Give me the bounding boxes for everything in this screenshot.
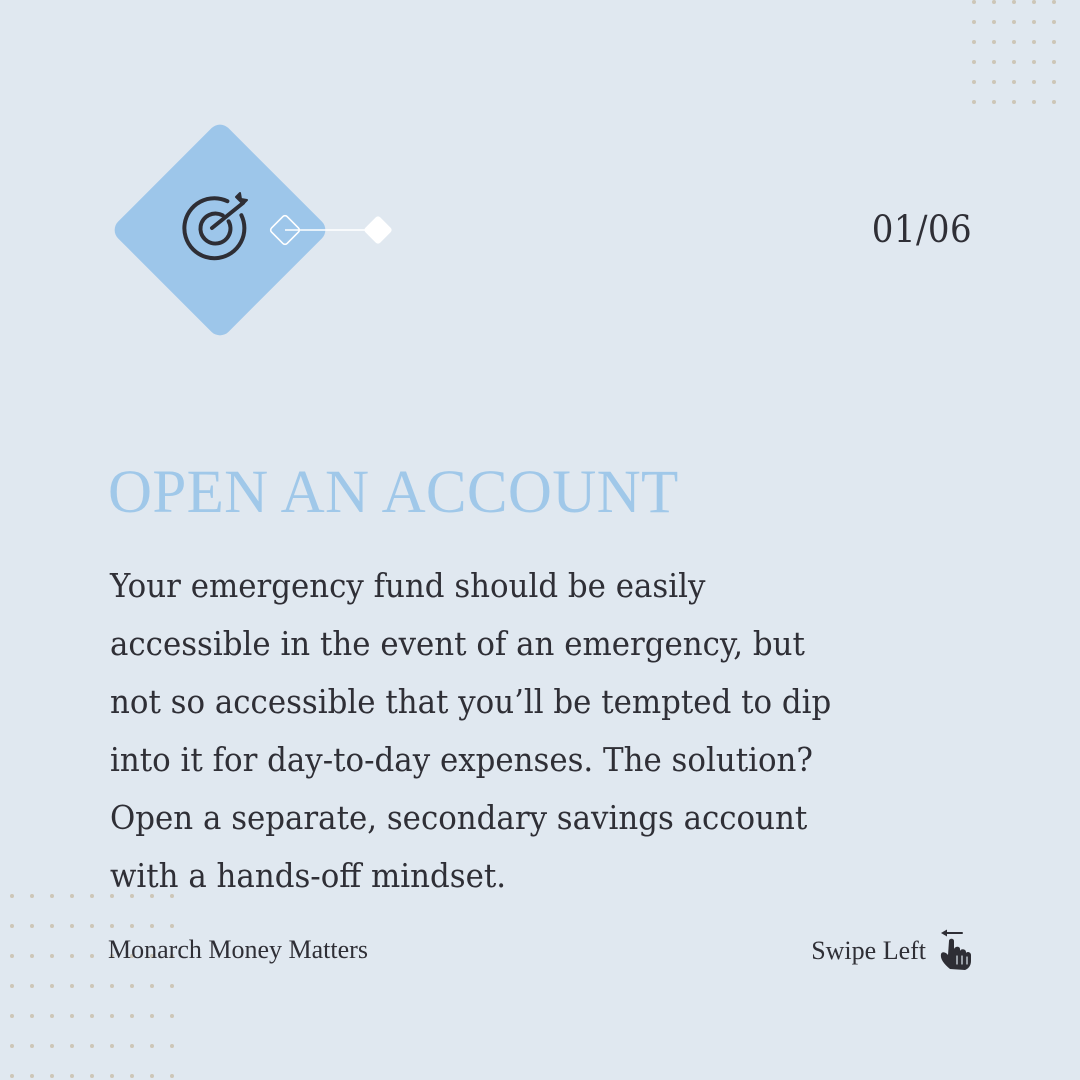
header-graphic — [100, 112, 410, 352]
white-diamond-shape — [363, 215, 393, 245]
dot — [1012, 0, 1016, 4]
slide-title: OPEN AN ACCOUNT — [108, 459, 679, 526]
dot — [992, 60, 996, 64]
dot — [10, 894, 14, 898]
dot — [150, 1044, 154, 1048]
dot — [972, 80, 976, 84]
dot — [130, 1074, 134, 1078]
dot — [90, 954, 94, 958]
dot — [10, 1044, 14, 1048]
dot — [972, 100, 976, 104]
dot — [30, 954, 34, 958]
dot — [1052, 20, 1056, 24]
dot — [70, 1014, 74, 1018]
dot — [170, 1044, 174, 1048]
dot — [1012, 60, 1016, 64]
dot — [110, 984, 114, 988]
dot — [1052, 60, 1056, 64]
dot — [992, 20, 996, 24]
dot — [1012, 40, 1016, 44]
dot — [50, 1044, 54, 1048]
dot — [90, 1074, 94, 1078]
dot — [1052, 0, 1056, 4]
dot — [50, 1074, 54, 1078]
dot — [992, 100, 996, 104]
dot — [110, 1044, 114, 1048]
dot — [130, 924, 134, 928]
dot — [972, 20, 976, 24]
dot — [1032, 80, 1036, 84]
dot — [50, 984, 54, 988]
decorative-dots-top-right — [972, 0, 1056, 104]
swipe-left-hand-icon — [938, 929, 974, 973]
dot — [70, 1074, 74, 1078]
dot — [90, 1014, 94, 1018]
dot — [1012, 80, 1016, 84]
dot — [10, 954, 14, 958]
dot — [170, 1074, 174, 1078]
dot — [110, 1074, 114, 1078]
dot — [110, 924, 114, 928]
dot — [50, 894, 54, 898]
slide-body-text: Your emergency fund should be easily accessible in the event of an emergency, but not so accessible that you’ll be tempted to dip into it for day-to-day expenses. The solution? Open a separate, secondary savings account with a hands-off mindset. — [110, 566, 832, 895]
dot — [1052, 100, 1056, 104]
dot — [170, 1014, 174, 1018]
dot — [130, 1044, 134, 1048]
dot — [70, 894, 74, 898]
dot — [30, 894, 34, 898]
dot — [1032, 60, 1036, 64]
dot — [972, 0, 976, 4]
dot — [150, 1074, 154, 1078]
swipe-left-button[interactable] — [811, 929, 974, 973]
dot — [30, 1074, 34, 1078]
dot — [70, 1044, 74, 1048]
dot — [130, 984, 134, 988]
dot — [90, 894, 94, 898]
dot — [972, 60, 976, 64]
dot — [110, 1014, 114, 1018]
dot — [150, 1014, 154, 1018]
dot — [50, 924, 54, 928]
dot — [10, 1014, 14, 1018]
dot — [170, 984, 174, 988]
dot — [90, 984, 94, 988]
dot — [1032, 100, 1036, 104]
brand-name: Monarch Money Matters — [108, 935, 368, 964]
dot — [90, 1044, 94, 1048]
dot — [1012, 20, 1016, 24]
dot — [10, 1074, 14, 1078]
swipe-left-label: Swipe Left — [811, 936, 926, 965]
dot — [150, 984, 154, 988]
dot — [992, 40, 996, 44]
dot — [30, 1044, 34, 1048]
dot — [1032, 20, 1036, 24]
dot — [10, 924, 14, 928]
dot — [972, 40, 976, 44]
dot — [1032, 0, 1036, 4]
decorative-dots-bottom-left — [10, 894, 174, 1078]
dot — [170, 924, 174, 928]
dot — [30, 984, 34, 988]
slide-counter: 01/06 — [871, 208, 972, 251]
dot — [70, 924, 74, 928]
dot — [50, 954, 54, 958]
dot — [130, 1014, 134, 1018]
dot — [1052, 40, 1056, 44]
dot — [70, 954, 74, 958]
dot — [30, 924, 34, 928]
dot — [30, 1014, 34, 1018]
dot — [1052, 80, 1056, 84]
dot — [992, 0, 996, 4]
dot — [150, 924, 154, 928]
dot — [992, 80, 996, 84]
dot — [90, 924, 94, 928]
dot — [1012, 100, 1016, 104]
dot — [70, 984, 74, 988]
dot — [50, 1014, 54, 1018]
dot — [10, 984, 14, 988]
dot — [1032, 40, 1036, 44]
